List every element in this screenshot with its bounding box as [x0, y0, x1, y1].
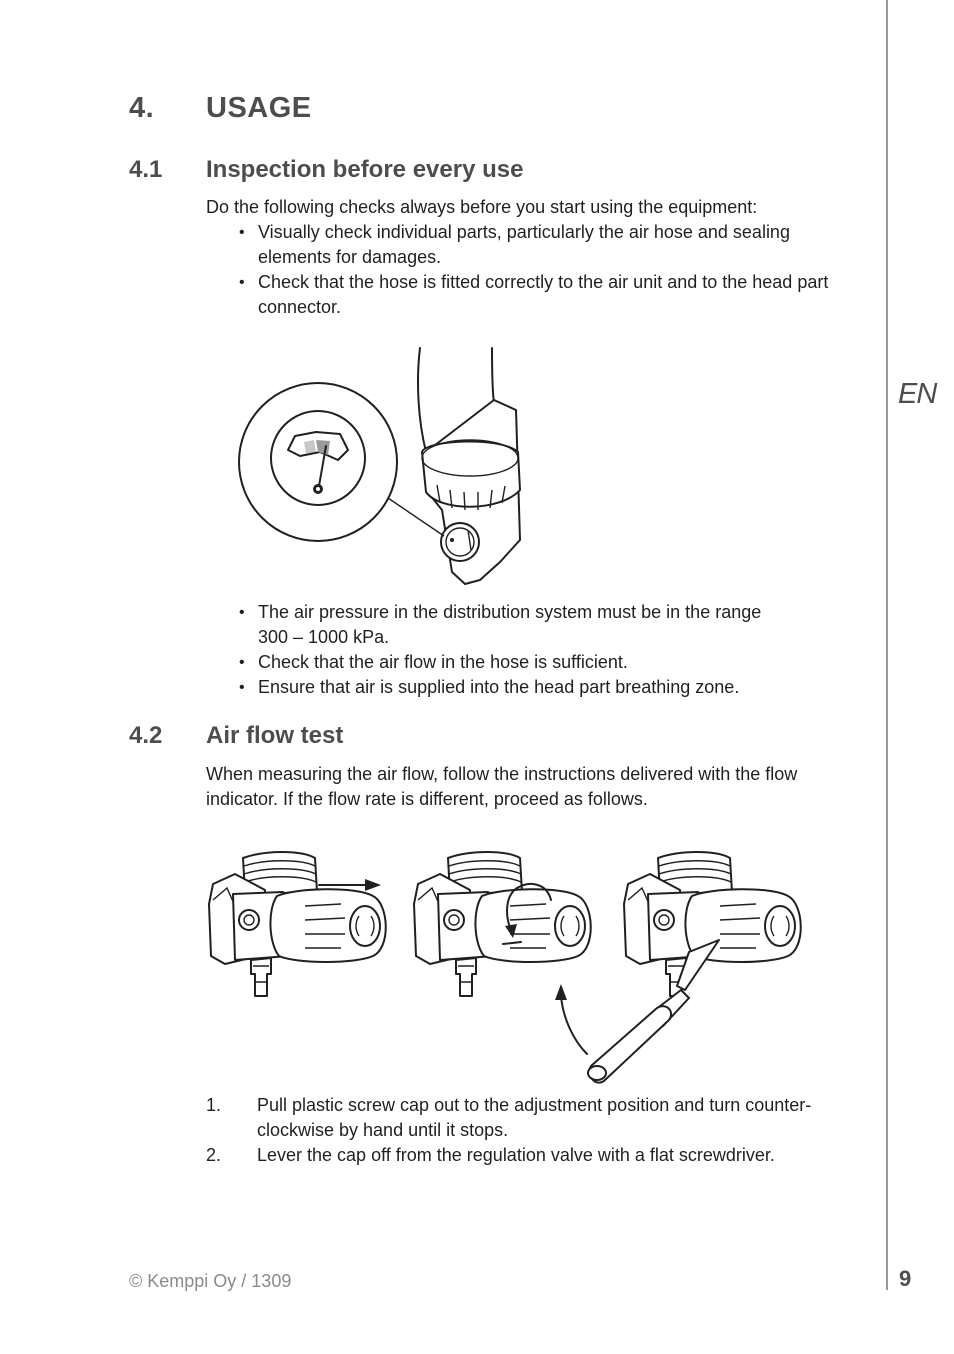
list-item-line: 300 – 1000 kPa.	[258, 627, 390, 647]
list-item-line: The air pressure in the distribution system must be in the range	[258, 602, 762, 622]
valve-step-3	[555, 852, 801, 1083]
step-number: 2.	[206, 1145, 222, 1165]
section-title: USAGE	[206, 92, 312, 124]
inspection-checklist-a	[239, 220, 844, 320]
copyright-footer: © Kemppi Oy / 1309	[129, 1271, 292, 1291]
subsection-title-air-flow: Air flow test	[206, 722, 344, 749]
air-flow-intro: When measuring the air flow, follow the instructions delivered with the flow indicator. If the flow rate is different, proceed as follows.	[206, 764, 798, 809]
valve-step-2	[414, 852, 591, 996]
adjustment-steps	[206, 1093, 861, 1168]
step-number: 1.	[206, 1095, 222, 1115]
page-margin-rule	[886, 0, 888, 1290]
pressure-gauge-illustration	[230, 340, 540, 590]
page-number: 9	[899, 1266, 912, 1291]
list-item: • Check that the air flow in the hose is sufficient.	[239, 650, 844, 675]
list-item	[206, 1093, 861, 1143]
list-item	[239, 600, 844, 650]
subsection-title-inspection: Inspection before every use	[206, 156, 524, 183]
step-text: Lever the cap off from the regulation valve with a flat screwdriver.	[257, 1145, 775, 1165]
section-number: 4.	[129, 92, 155, 124]
list-item: • Visually check individual parts, particularly the air hose and sealing elements for damages.	[239, 220, 844, 270]
subsection-number-4-1: 4.1	[129, 156, 163, 183]
inspection-checklist-b	[239, 600, 844, 700]
list-item: • Ensure that air is supplied into the head part breathing zone.	[239, 675, 844, 700]
subsection-number-4-2: 4.2	[129, 722, 163, 749]
language-tab: EN	[898, 378, 937, 410]
valve-adjustment-illustration	[205, 840, 825, 1090]
step-text: Pull plastic screw cap out to the adjustment position and turn counter-clockwise by hand until it stops.	[257, 1095, 812, 1140]
list-item	[206, 1143, 861, 1168]
valve-step-1	[209, 852, 386, 996]
list-item: • Check that the hose is fitted correctly to the air unit and to the head part connector.	[239, 270, 844, 320]
inspection-intro: Do the following checks always before you start using the equipment:	[206, 197, 758, 217]
